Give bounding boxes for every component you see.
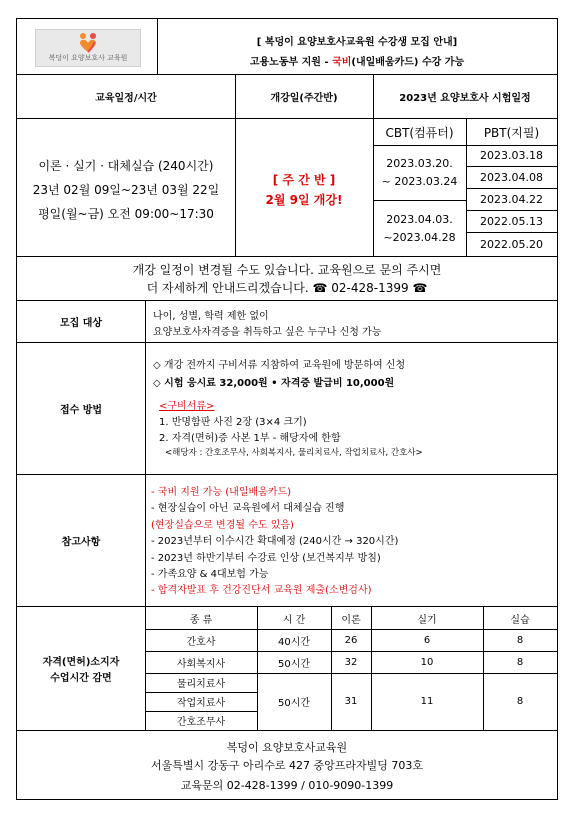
reduction-header-skill: 실기 (417, 614, 437, 626)
reduction-group-practice: 8 (516, 696, 524, 707)
doc-item-2: 2. 자격(면허)증 사본 1부 - 해당자에 한함 (159, 433, 341, 444)
reduction-row (17, 607, 557, 731)
logo-text: 복덩이 요양보호사 교육원 (48, 54, 128, 62)
reduction-group-hours: 50시간 (277, 698, 311, 709)
doc-note: <해당자 : 간호조무사, 사회복지사, 물리치료사, 작업치료사, 간호사> (165, 448, 423, 458)
apply-line-1: ◇ 개강 전까지 구비서류 지참하여 교육원에 방문하여 신청 (153, 360, 406, 371)
reduction-label-1: 자격(면허)소지자 (42, 657, 120, 668)
notes-label: 참고사항 (61, 537, 101, 548)
note-item: - 국비 지원 가능 (내일배움카드) (151, 487, 292, 498)
reduction-group-type-2: 작업치료사 (176, 698, 226, 709)
pbt-date-4: 2022.05.13 (466, 211, 557, 233)
reduction-table (145, 607, 557, 730)
doc-item-1: 1. 반명함판 사진 2장 (3×4 크기) (159, 417, 307, 428)
footer-name: 복덩이 요양보호사교육원 (226, 741, 348, 754)
apply-row (17, 343, 557, 475)
reduction-header-practice: 실습 (510, 614, 530, 626)
reduction-row-1-hours: 40시간 (277, 636, 311, 648)
title-cell (157, 19, 557, 74)
recruit-label: 모집 대상 (59, 318, 103, 329)
flyer-sheet (16, 18, 558, 800)
reduction-header-type: 종 류 (189, 614, 213, 626)
pbt-date-3: 2023.04.22 (466, 189, 557, 211)
schedule-col1-header: 교육일정/시간 (95, 93, 157, 104)
notes-list (151, 483, 398, 598)
reduction-row-1-skill: 6 (423, 634, 431, 646)
note-item: - 2023년부터 이수시간 확대예정 (240시간 → 320시간) (151, 536, 399, 548)
footer-contact: 교육문의 02-428-1399 / 010-9090-1399 (180, 779, 394, 792)
note-item: - 가족요양 & 4대보험 가능 (151, 568, 269, 580)
schedule-body-row (17, 119, 557, 257)
reduction-row-2-hours: 50시간 (277, 658, 311, 670)
reduction-row-1-type: 간호사 (186, 636, 216, 648)
reduction-label-2: 수업시간 감면 (50, 673, 112, 684)
note-item: (현장실습으로 변경될 수도 있음) (151, 519, 294, 531)
pbt-header: PBT(지필) (483, 125, 540, 140)
notice-line-1: 개강 일정이 변경될 수도 있습니다. 교육원으로 문의 주시면 (132, 263, 442, 277)
schedule-col3-header: 2023년 요양보호사 시험일정 (399, 93, 531, 104)
class-name: [ 주 간 반 ] (272, 173, 336, 187)
notes-row (17, 475, 557, 607)
schedule-col2-header: 개강일(주간반) (270, 93, 338, 104)
reduction-row-2-theory: 32 (344, 656, 358, 668)
footer (17, 731, 557, 799)
reduction-group-type-1: 물리치료사 (176, 679, 226, 690)
logo (35, 29, 141, 67)
footer-address: 서울특별시 강동구 아리수로 427 중앙프라자빌딩 703호 (151, 759, 423, 772)
page-title: [ 복덩이 요양보호사교육원 수강생 모집 안내] (256, 37, 458, 48)
exam-schedule-cell (373, 119, 557, 256)
cbt-period-2 (373, 201, 466, 256)
recruit-line-2: 요양보호사자격증을 취득하고 싶은 누구나 신청 가능 (153, 327, 382, 338)
reduction-row-2-skill: 10 (420, 656, 434, 668)
note-item: - 현장실습이 아닌 교육원에서 대체실습 진행 (151, 503, 345, 515)
cbt-period-2-text: 2023.04.03. ~2023.04.28 (383, 212, 456, 244)
notice-line-2: 더 자세하게 안내드리겠습니다. ☎ 02-428-1399 ☎ (146, 281, 428, 295)
header-row (17, 19, 557, 75)
schedule-header-row (17, 75, 557, 119)
page-subtitle (157, 53, 557, 68)
pbt-date-1: 2023.03.18 (466, 145, 557, 167)
notice-row (17, 257, 557, 301)
class-start-date: 2월 9일 개강! (265, 193, 343, 207)
class-start-cell (235, 119, 373, 256)
course-line-2: 23년 02월 09일~23년 03월 22일 (32, 183, 220, 197)
reduction-header-hours: 시 간 (282, 614, 306, 626)
recruit-line-1: 나이, 성별, 학력 제한 없이 (153, 311, 269, 322)
logo-cell (17, 19, 157, 74)
cbt-header: CBT(컴퓨터) (385, 125, 454, 140)
subtitle-prefix: 고용노동부 지원 - (249, 57, 333, 68)
apply-label: 접수 방법 (59, 405, 103, 416)
cbt-period-1-text: 2023.03.20. ~ 2023.03.24 (381, 156, 458, 188)
reduction-row-2-type: 사회복지사 (176, 658, 226, 670)
note-item: - 2023년 하반기부터 수강료 인상 (보건복지부 방침) (151, 552, 381, 564)
pbt-date-2: 2023.04.08 (466, 167, 557, 189)
note-item: - 합격자발표 후 건강진단서 교육원 제출(소변검사) (151, 585, 372, 597)
course-info-cell (17, 119, 235, 256)
course-line-3: 평일(월~금) 오전 09:00~17:30 (38, 207, 214, 221)
subtitle-suffix: (내일배움카드) 수강 가능 (351, 57, 465, 68)
reduction-row-2-practice: 8 (516, 656, 524, 668)
apply-line-2: ◇ 시험 응시료 32,000원 • 자격증 발급비 10,000원 (153, 378, 395, 389)
cbt-period-1 (373, 145, 466, 201)
reduction-row-1-theory: 26 (344, 634, 358, 646)
pbt-date-5: 2022.05.20 (480, 238, 543, 251)
recruit-row (17, 301, 557, 343)
subtitle-red: 국비 (332, 57, 352, 68)
reduction-group-type-3: 간호조무사 (176, 717, 226, 728)
docs-title: <구비서류> (159, 401, 215, 412)
reduction-header-theory: 이론 (341, 614, 361, 626)
reduction-group-theory: 31 (344, 696, 358, 707)
reduction-group-skill: 11 (420, 696, 434, 707)
reduction-row-1-practice: 8 (516, 634, 524, 646)
reduction-label-cell (17, 607, 145, 730)
course-line-1: 이론 · 실기 · 대체실습 (240시간) (38, 159, 214, 173)
